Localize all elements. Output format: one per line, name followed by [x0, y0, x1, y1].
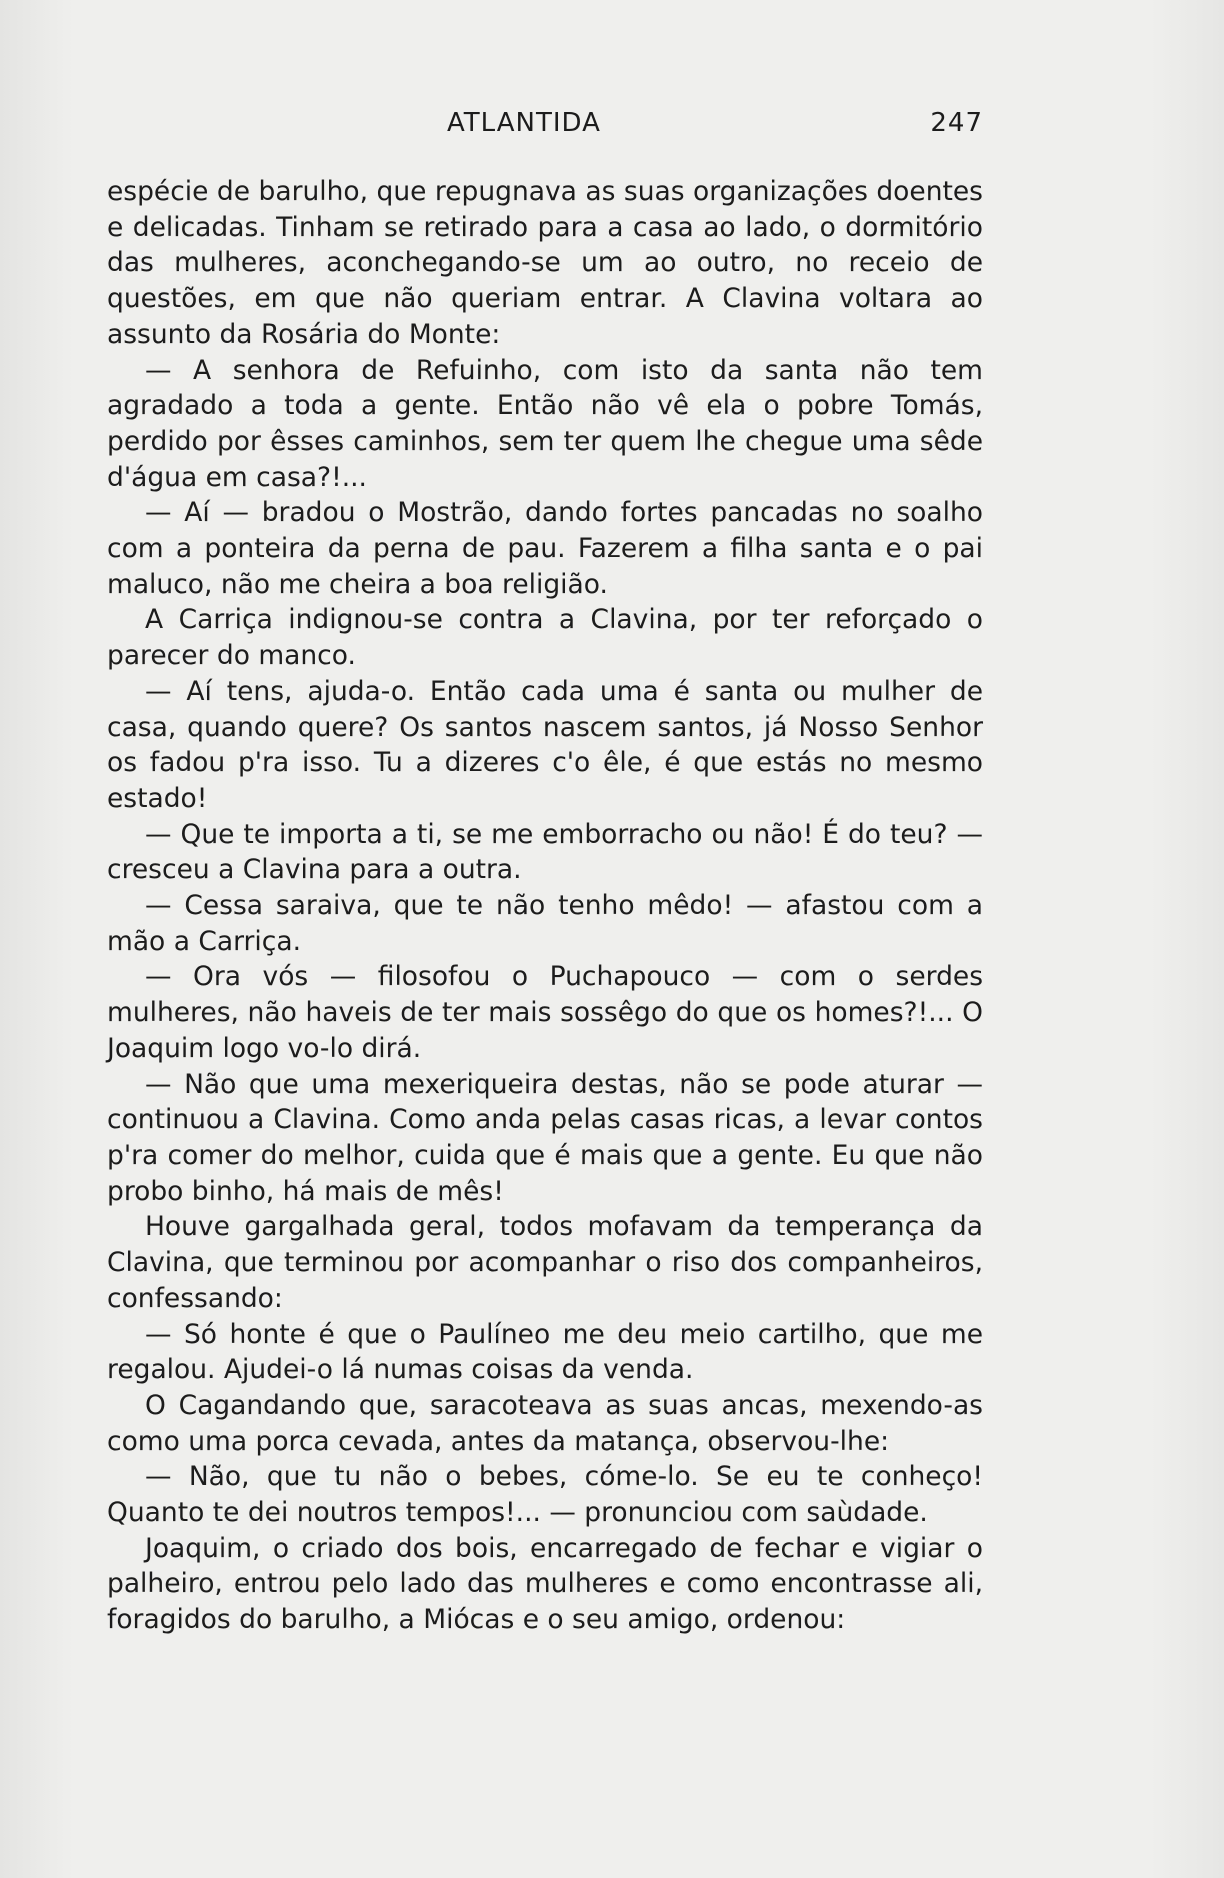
paragraph: espécie de barulho, que repugnava as suas organizações doentes e delicadas. Tinham se retirado para a casa ao lado, o dormitório das mulheres, aconchegando-se um ao outro, no receio de questões, em que não queriam entrar. A Clavina voltara ao assunto da Rosária do Monte: — [107, 176, 983, 350]
paragraph: — Não, que tu não o bebes, cóme-lo. Se eu te conheço! Quanto te dei noutros tempos!... — pronunciou com saùdade. — [107, 1461, 983, 1529]
page-header — [107, 108, 983, 138]
body-text — [107, 174, 983, 1638]
paragraph: — Não que uma mexeriqueira destas, não se pode aturar — continuou a Clavina. Como anda pelas casas ricas, a levar contos p'ra comer do melhor, cuida que é mais que a gente. Eu que não probo binho, há mais de mês! — [107, 1068, 983, 1207]
paragraph: — A senhora de Refuinho, com isto da santa não tem agradado a toda a gente. Então não vê ela o pobre Tomás, perdido por êsses caminhos, sem ter quem lhe chegue uma sêde d'água em casa?!... — [107, 354, 983, 493]
paragraph: — Ora vós — filosofou o Puchapouco — com o serdes mulheres, não haveis de ter mais sossêgo do que os homes?!... O Joaquim logo vo-lo dirá. — [107, 961, 983, 1064]
paragraph: — Só honte é que o Paulíneo me deu meio cartilho, que me regalou. Ajudei-o lá numas coisas da venda. — [107, 1318, 983, 1386]
paragraph: — Que te importa a ti, se me emborracho ou não! É do teu? — cresceu a Clavina para a outra. — [107, 818, 983, 886]
page-number: 247 — [930, 108, 983, 138]
paragraph: A Carriça indignou-se contra a Clavina, por ter reforçado o parecer do manco. — [107, 604, 983, 672]
paragraph: Houve gargalhada geral, todos mofavam da temperança da Clavina, que terminou por acompanhar o riso dos companheiros, confessando: — [107, 1211, 983, 1314]
paragraph: O Cagandando que, saracoteava as suas ancas, mexendo-as como uma porca cevada, antes da matança, observou-lhe: — [107, 1389, 983, 1457]
paragraph: Joaquim, o criado dos bois, encarregado de fechar e vigiar o palheiro, entrou pelo lado das mulheres e como encontrasse ali, foragidos do barulho, a Miócas e o seu amigo, ordenou: — [107, 1532, 983, 1636]
paragraph: — Aí — bradou o Mostrão, dando fortes pancadas no soalho com a ponteira da perna de pau. Fazerem a filha santa e o pai maluco, não me cheira a boa religião. — [107, 497, 983, 600]
paragraph: — Aí tens, ajuda-o. Então cada uma é santa ou mulher de casa, quando quere? Os santos nascem santos, já Nosso Senhor os fadou p'ra isso. Tu a dizeres c'o êle, é que estás no mesmo estado! — [107, 675, 983, 814]
running-title: ATLANTIDA — [447, 108, 601, 138]
paragraph: — Cessa saraiva, que te não tenho mêdo! — afastou com a mão a Carriça. — [107, 890, 983, 957]
